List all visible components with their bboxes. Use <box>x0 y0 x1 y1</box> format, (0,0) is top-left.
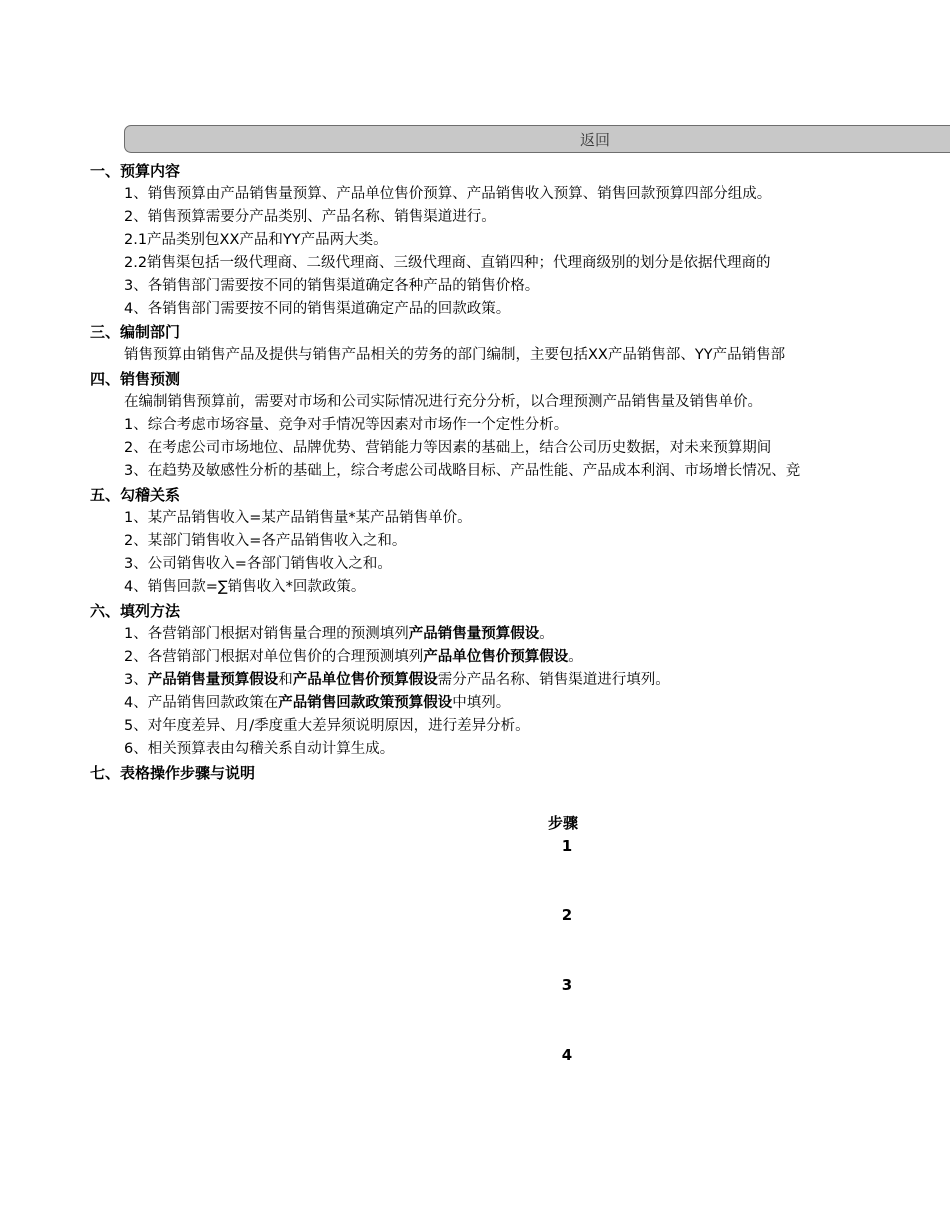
fill-method-line-6: 6、相关预算表由勾稽关系自动计算生成。 <box>124 741 395 757</box>
section-line: 在编制销售预算前，需要对市场和公司实际情况进行充分分析，以合理预测产品销售量及销售单价。 <box>124 394 762 410</box>
section-heading-relations: 五、勾稽关系 <box>90 486 181 504</box>
step-number: 3 <box>561 976 573 994</box>
text: 和 <box>278 672 293 688</box>
back-button-label: 返回 <box>580 131 611 149</box>
section-line: 1、综合考虑市场容量、竞争对手情况等因素对市场作一个定性分析。 <box>124 417 569 433</box>
back-button[interactable] <box>124 125 950 153</box>
text: 。 <box>539 626 554 642</box>
section-line: 3、公司销售收入=各部门销售收入之和。 <box>124 556 392 572</box>
bold-term: 产品单位售价预算假设 <box>292 672 438 688</box>
bold-term: 产品销售量预算假设 <box>408 626 540 642</box>
text: 中填列。 <box>452 695 511 711</box>
section-line: 3、在趋势及敏感性分析的基础上，综合考虑公司战略目标、产品性能、产品成本利润、市场增长情况、竞 <box>124 463 801 479</box>
step-number: 2 <box>561 906 573 924</box>
fill-method-line-3 <box>124 669 670 691</box>
text: 1、各营销部门根据对销售量合理的预测填列 <box>124 626 409 642</box>
section-heading-budget-content: 一、预算内容 <box>90 162 181 180</box>
text: 3、 <box>124 672 148 688</box>
section-line: 2.2销售渠包括一级代理商、二级代理商、三级代理商、直销四种；代理商级别的划分是依据代理商的 <box>124 255 771 271</box>
section-line: 销售预算由销售产品及提供与销售产品相关的劳务的部门编制，主要包括XX产品销售部、YY产品销售部 <box>124 347 786 363</box>
bold-term: 产品单位售价预算假设 <box>423 649 569 665</box>
text: 需分产品名称、销售渠道进行填列。 <box>437 672 670 688</box>
section-heading-fill-method: 六、填列方法 <box>90 602 181 620</box>
text: 。 <box>568 649 583 665</box>
step-number: 1 <box>561 837 573 855</box>
fill-method-line-4 <box>124 692 510 714</box>
section-line: 4、销售回款=∑销售收入*回款政策。 <box>124 579 366 595</box>
section-heading-sales-forecast: 四、销售预测 <box>90 370 181 388</box>
section-line: 2.1产品类别包XX产品和YY产品两大类。 <box>124 232 388 248</box>
bold-term: 产品销售量预算假设 <box>147 672 279 688</box>
fill-method-line-5: 5、对年度差异、月/季度重大差异须说明原因，进行差异分析。 <box>124 718 530 734</box>
text: 4、产品销售回款政策在 <box>124 695 279 711</box>
bold-term: 产品销售回款政策预算假设 <box>278 695 453 711</box>
section-line: 2、某部门销售收入=各产品销售收入之和。 <box>124 533 407 549</box>
step-number: 4 <box>561 1046 573 1064</box>
section-line: 3、各销售部门需要按不同的销售渠道确定各种产品的销售价格。 <box>124 278 540 294</box>
steps-header: 步骤 <box>548 814 579 832</box>
section-line: 1、某产品销售收入=某产品销售量*某产品销售单价。 <box>124 510 472 526</box>
text: 2、各营销部门根据对单位售价的合理预测填列 <box>124 649 424 665</box>
fill-method-line-1 <box>124 623 554 645</box>
section-line: 2、在考虑公司市场地位、品牌优势、营销能力等因素的基础上，结合公司历史数据，对未来预算期间 <box>124 440 772 456</box>
section-heading-departments: 三、编制部门 <box>90 323 181 341</box>
section-line: 1、销售预算由产品销售量预算、产品单位售价预算、产品销售收入预算、销售回款预算四部分组成。 <box>124 186 772 202</box>
fill-method-line-2 <box>124 646 583 668</box>
section-heading-steps: 七、表格操作步骤与说明 <box>90 764 256 782</box>
section-line: 2、销售预算需要分产品类别、产品名称、销售渠道进行。 <box>124 209 496 225</box>
section-line: 4、各销售部门需要按不同的销售渠道确定产品的回款政策。 <box>124 301 511 317</box>
